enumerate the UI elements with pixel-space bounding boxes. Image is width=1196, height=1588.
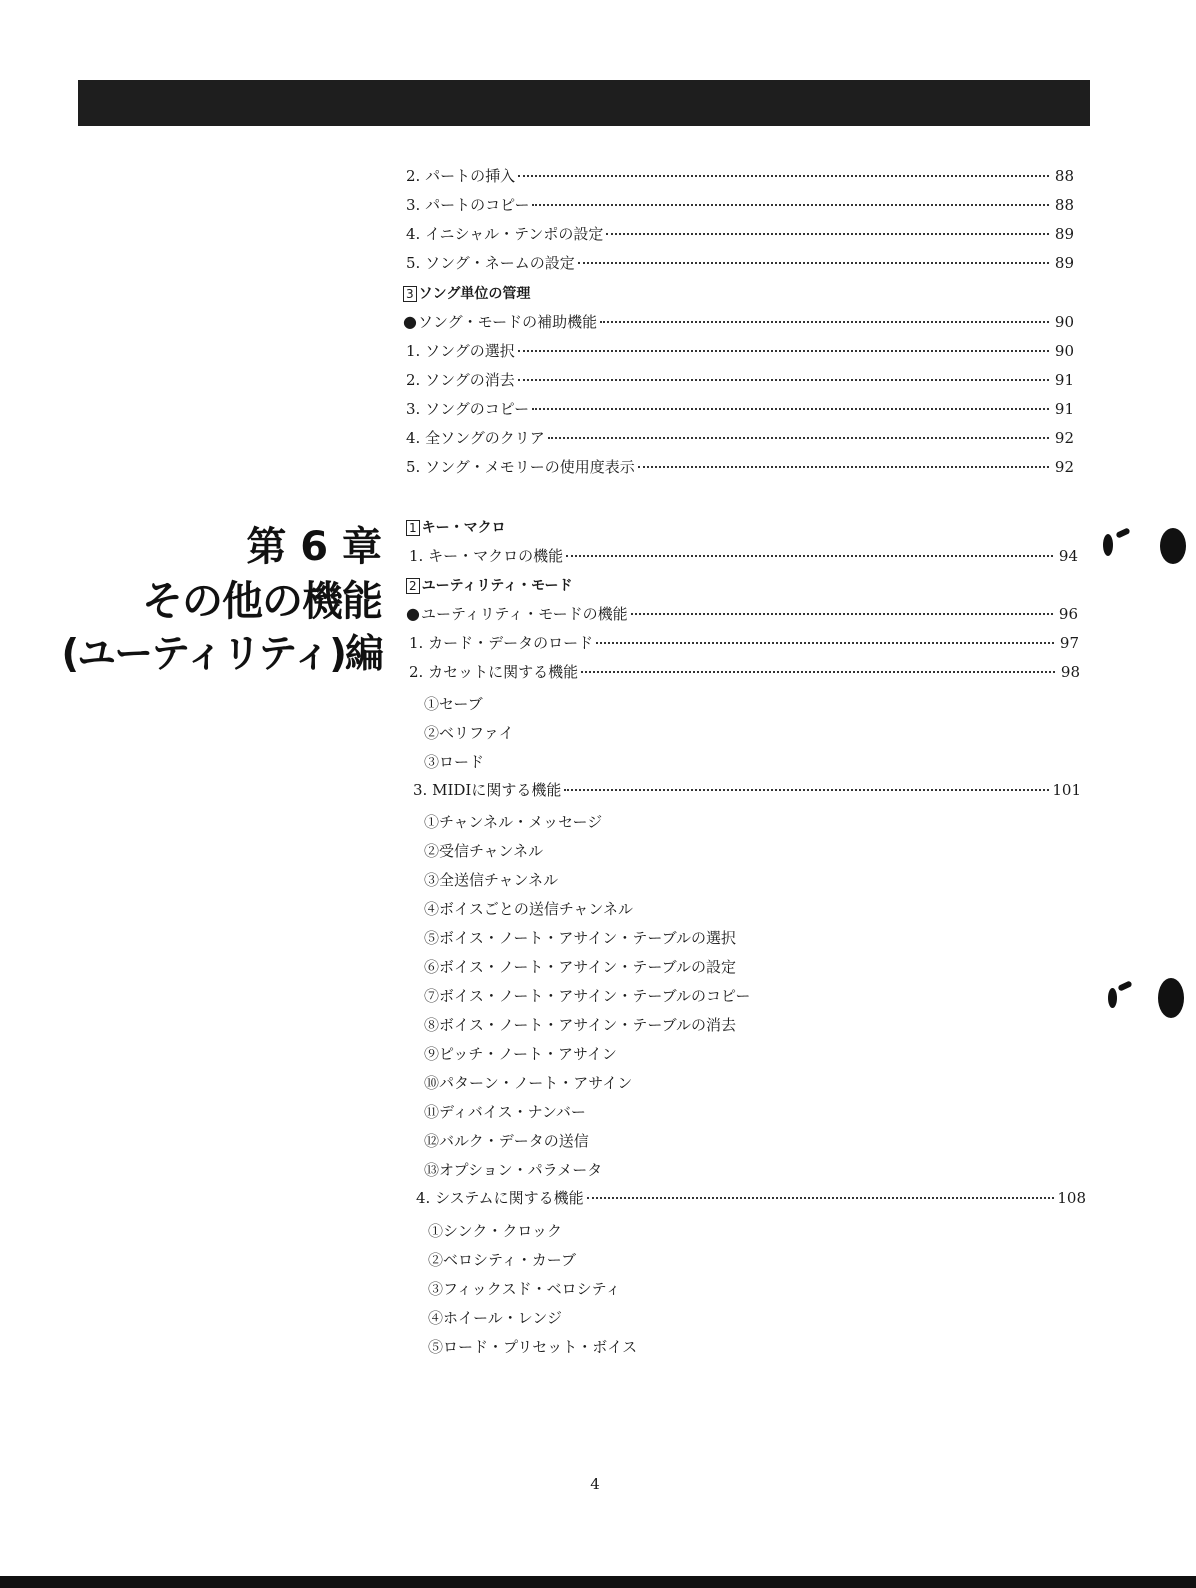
bullet-icon: ● — [406, 604, 420, 623]
toc-entry: 4. 全ソングのクリア 92 — [406, 429, 1074, 447]
toc-subentry: ⑫バルク・データの送信 — [424, 1132, 589, 1150]
toc-subentry: ⑥ボイス・ノート・アサイン・テーブルの設定 — [424, 958, 737, 976]
toc-subentry: ②ベロシティ・カーブ — [428, 1251, 577, 1269]
chapter-number: 第 6 章 — [246, 524, 382, 570]
toc-subentry: ⑦ボイス・ノート・アサイン・テーブルのコピー — [424, 987, 751, 1005]
toc-entry: ●ソング・モードの補助機能 90 — [403, 312, 1074, 331]
toc-subentry: ⑧ボイス・ノート・アサイン・テーブルの消去 — [424, 1016, 737, 1034]
toc-entry: 3. MIDIに関する機能 101 — [413, 781, 1081, 799]
scan-mark — [1108, 988, 1117, 1008]
toc-subentry: ⑬オプション・パラメータ — [424, 1161, 603, 1179]
toc-subentry: ②受信チャンネル — [424, 842, 544, 860]
toc-subentry: ③全送信チャンネル — [424, 871, 559, 889]
bullet-icon: ● — [403, 312, 417, 331]
toc-entry: 3. パートのコピー 88 — [406, 196, 1074, 214]
toc-entry: ●ユーティリティ・モードの機能 96 — [406, 604, 1078, 623]
toc-entry: 3. ソングのコピー 91 — [406, 400, 1074, 418]
toc-subentry: ⑨ピッチ・ノート・アサイン — [424, 1045, 617, 1063]
toc-entry: 1. ソングの選択 90 — [406, 342, 1074, 360]
scan-mark — [1160, 528, 1186, 564]
toc-subentry: ⑤ボイス・ノート・アサイン・テーブルの選択 — [424, 929, 737, 947]
toc-subentry: ⑤ロード・プリセット・ボイス — [428, 1338, 638, 1356]
toc-subentry: ②ベリファイ — [424, 724, 514, 742]
page-number: 4 — [590, 1475, 600, 1493]
toc-section-heading: 1 キー・マクロ — [406, 518, 506, 538]
toc-subentry: ①チャンネル・メッセージ — [424, 813, 603, 831]
toc-entry: 2. パートの挿入 88 — [406, 167, 1074, 185]
toc-section-heading: 2 ユーティリティ・モード — [406, 576, 573, 596]
toc-subentry: ①セーブ — [424, 695, 483, 713]
toc-entry: 5. ソング・ネームの設定 89 — [406, 254, 1074, 272]
chapter-subtitle: (ユーティリティ)編 — [61, 632, 382, 677]
toc-subentry: ③ロード — [424, 753, 485, 771]
toc-entry: 2. カセットに関する機能 98 — [409, 663, 1080, 681]
toc-section-heading: 3 ソング単位の管理 — [403, 284, 530, 304]
toc-subentry: ③フィックスド・ベロシティ — [428, 1280, 621, 1298]
toc-entry: 5. ソング・メモリーの使用度表示 92 — [406, 458, 1074, 476]
toc-entry: 4. システムに関する機能 108 — [416, 1189, 1086, 1207]
toc-entry: 1. カード・データのロード 97 — [409, 634, 1079, 652]
toc-subentry: ④ホイール・レンジ — [428, 1309, 562, 1327]
toc-subentry: ①シンク・クロック — [428, 1222, 563, 1240]
footer-bar — [0, 1576, 1196, 1588]
toc-entry: 4. イニシャル・テンポの設定 89 — [406, 225, 1074, 243]
toc-subentry: ⑪ディバイス・ナンバー — [424, 1103, 586, 1121]
toc-entry: 1. キー・マクロの機能 94 — [409, 547, 1078, 565]
scan-mark — [1158, 978, 1184, 1018]
toc-subentry: ⑩パターン・ノート・アサイン — [424, 1074, 633, 1092]
scan-mark — [1103, 534, 1113, 556]
chapter-name: その他の機能 — [142, 577, 382, 625]
toc-subentry: ④ボイスごとの送信チャンネル — [424, 900, 633, 918]
toc-entry: 2. ソングの消去 91 — [406, 371, 1074, 389]
